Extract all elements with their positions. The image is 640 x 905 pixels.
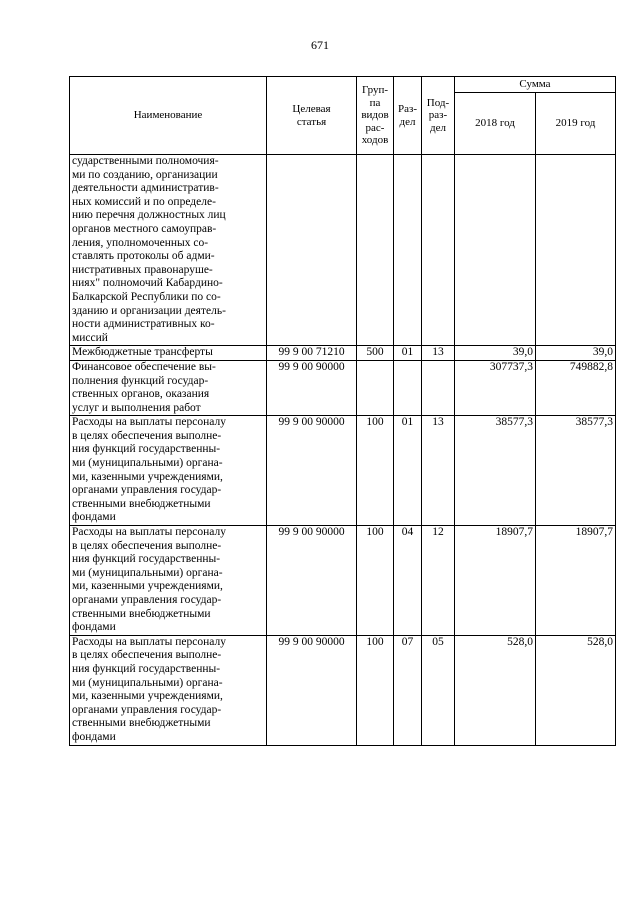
cell-section	[394, 155, 422, 346]
header-subsection: Под- раз- дел	[422, 77, 455, 155]
cell-expense-group: 100	[357, 416, 394, 526]
cell-expense-group: 100	[357, 635, 394, 745]
cell-sum-2019: 18907,7	[536, 526, 616, 636]
cell-sum-2019	[536, 155, 616, 346]
cell-target-article: 99 9 00 71210	[267, 346, 357, 361]
cell-section: 04	[394, 526, 422, 636]
table-row	[70, 155, 616, 346]
cell-subsection	[422, 155, 455, 346]
cell-subsection: 05	[422, 635, 455, 745]
table-row	[70, 635, 616, 745]
cell-target-article: 99 9 00 90000	[267, 635, 357, 745]
cell-sum-2019: 528,0	[536, 635, 616, 745]
cell-name: Межбюджетные трансферты	[70, 346, 267, 361]
cell-expense-group: 100	[357, 526, 394, 636]
cell-subsection: 13	[422, 416, 455, 526]
cell-sum-2019: 749882,8	[536, 360, 616, 415]
cell-name: Расходы на выплаты персоналу в целях обеспечения выполне- ния функций государственны- ми (муниципальными) органа- ми, казенными учреждениями, органами управления государ- ственными внебюджетными фондами	[70, 526, 267, 636]
table-header	[70, 77, 616, 155]
cell-sum-2018: 528,0	[455, 635, 536, 745]
cell-sum-2019: 39,0	[536, 346, 616, 361]
header-target-article: Целевая статья	[267, 77, 357, 155]
cell-name: Финансовое обеспечение вы- полнения функций государ- ственных органов, оказания услуг и выполнения работ	[70, 360, 267, 415]
cell-expense-group	[357, 155, 394, 346]
header-name: Наименование	[70, 77, 267, 155]
cell-target-article	[267, 155, 357, 346]
header-sum: Сумма	[455, 77, 616, 93]
table-row	[70, 416, 616, 526]
cell-target-article: 99 9 00 90000	[267, 360, 357, 415]
cell-sum-2018	[455, 155, 536, 346]
cell-name: Расходы на выплаты персоналу в целях обеспечения выполне- ния функций государственны- ми (муниципальными) органа- ми, казенными учреждениями, органами управления государ- ственными внебюджетными фондами	[70, 416, 267, 526]
table-row	[70, 526, 616, 636]
table-body	[70, 155, 616, 746]
cell-target-article: 99 9 00 90000	[267, 416, 357, 526]
cell-expense-group	[357, 360, 394, 415]
cell-sum-2018: 307737,3	[455, 360, 536, 415]
cell-section: 07	[394, 635, 422, 745]
header-expense-group: Груп- па видов рас- ходов	[357, 77, 394, 155]
table-row	[70, 346, 616, 361]
cell-name: сударственными полномочия- ми по созданию, организации деятельности административ- ных комиссий и по определе- нию перечня должностных лиц органов местного самоуправ- ления, уполномоченных со- ставлять протоколы об адми- нистративных правонаруше- ниях" полномочий Кабардино- Балкарской Республики по со- зданию и организации деятель- ности административных ко- миссий	[70, 155, 267, 346]
header-year-2018: 2018 год	[455, 93, 536, 155]
page-number: 671	[311, 38, 329, 52]
table-row	[70, 360, 616, 415]
cell-sum-2018: 39,0	[455, 346, 536, 361]
cell-subsection	[422, 360, 455, 415]
cell-name: Расходы на выплаты персоналу в целях обеспечения выполне- ния функций государственны- ми (муниципальными) органа- ми, казенными учреждениями, органами управления государ- ственными внебюджетными фондами	[70, 635, 267, 745]
header-year-2019: 2019 год	[536, 93, 616, 155]
cell-expense-group: 500	[357, 346, 394, 361]
cell-sum-2018: 38577,3	[455, 416, 536, 526]
cell-section: 01	[394, 416, 422, 526]
cell-sum-2018: 18907,7	[455, 526, 536, 636]
cell-target-article: 99 9 00 90000	[267, 526, 357, 636]
cell-section	[394, 360, 422, 415]
cell-section: 01	[394, 346, 422, 361]
header-section: Раз- дел	[394, 77, 422, 155]
cell-subsection: 13	[422, 346, 455, 361]
budget-table	[69, 76, 616, 746]
cell-subsection: 12	[422, 526, 455, 636]
cell-sum-2019: 38577,3	[536, 416, 616, 526]
